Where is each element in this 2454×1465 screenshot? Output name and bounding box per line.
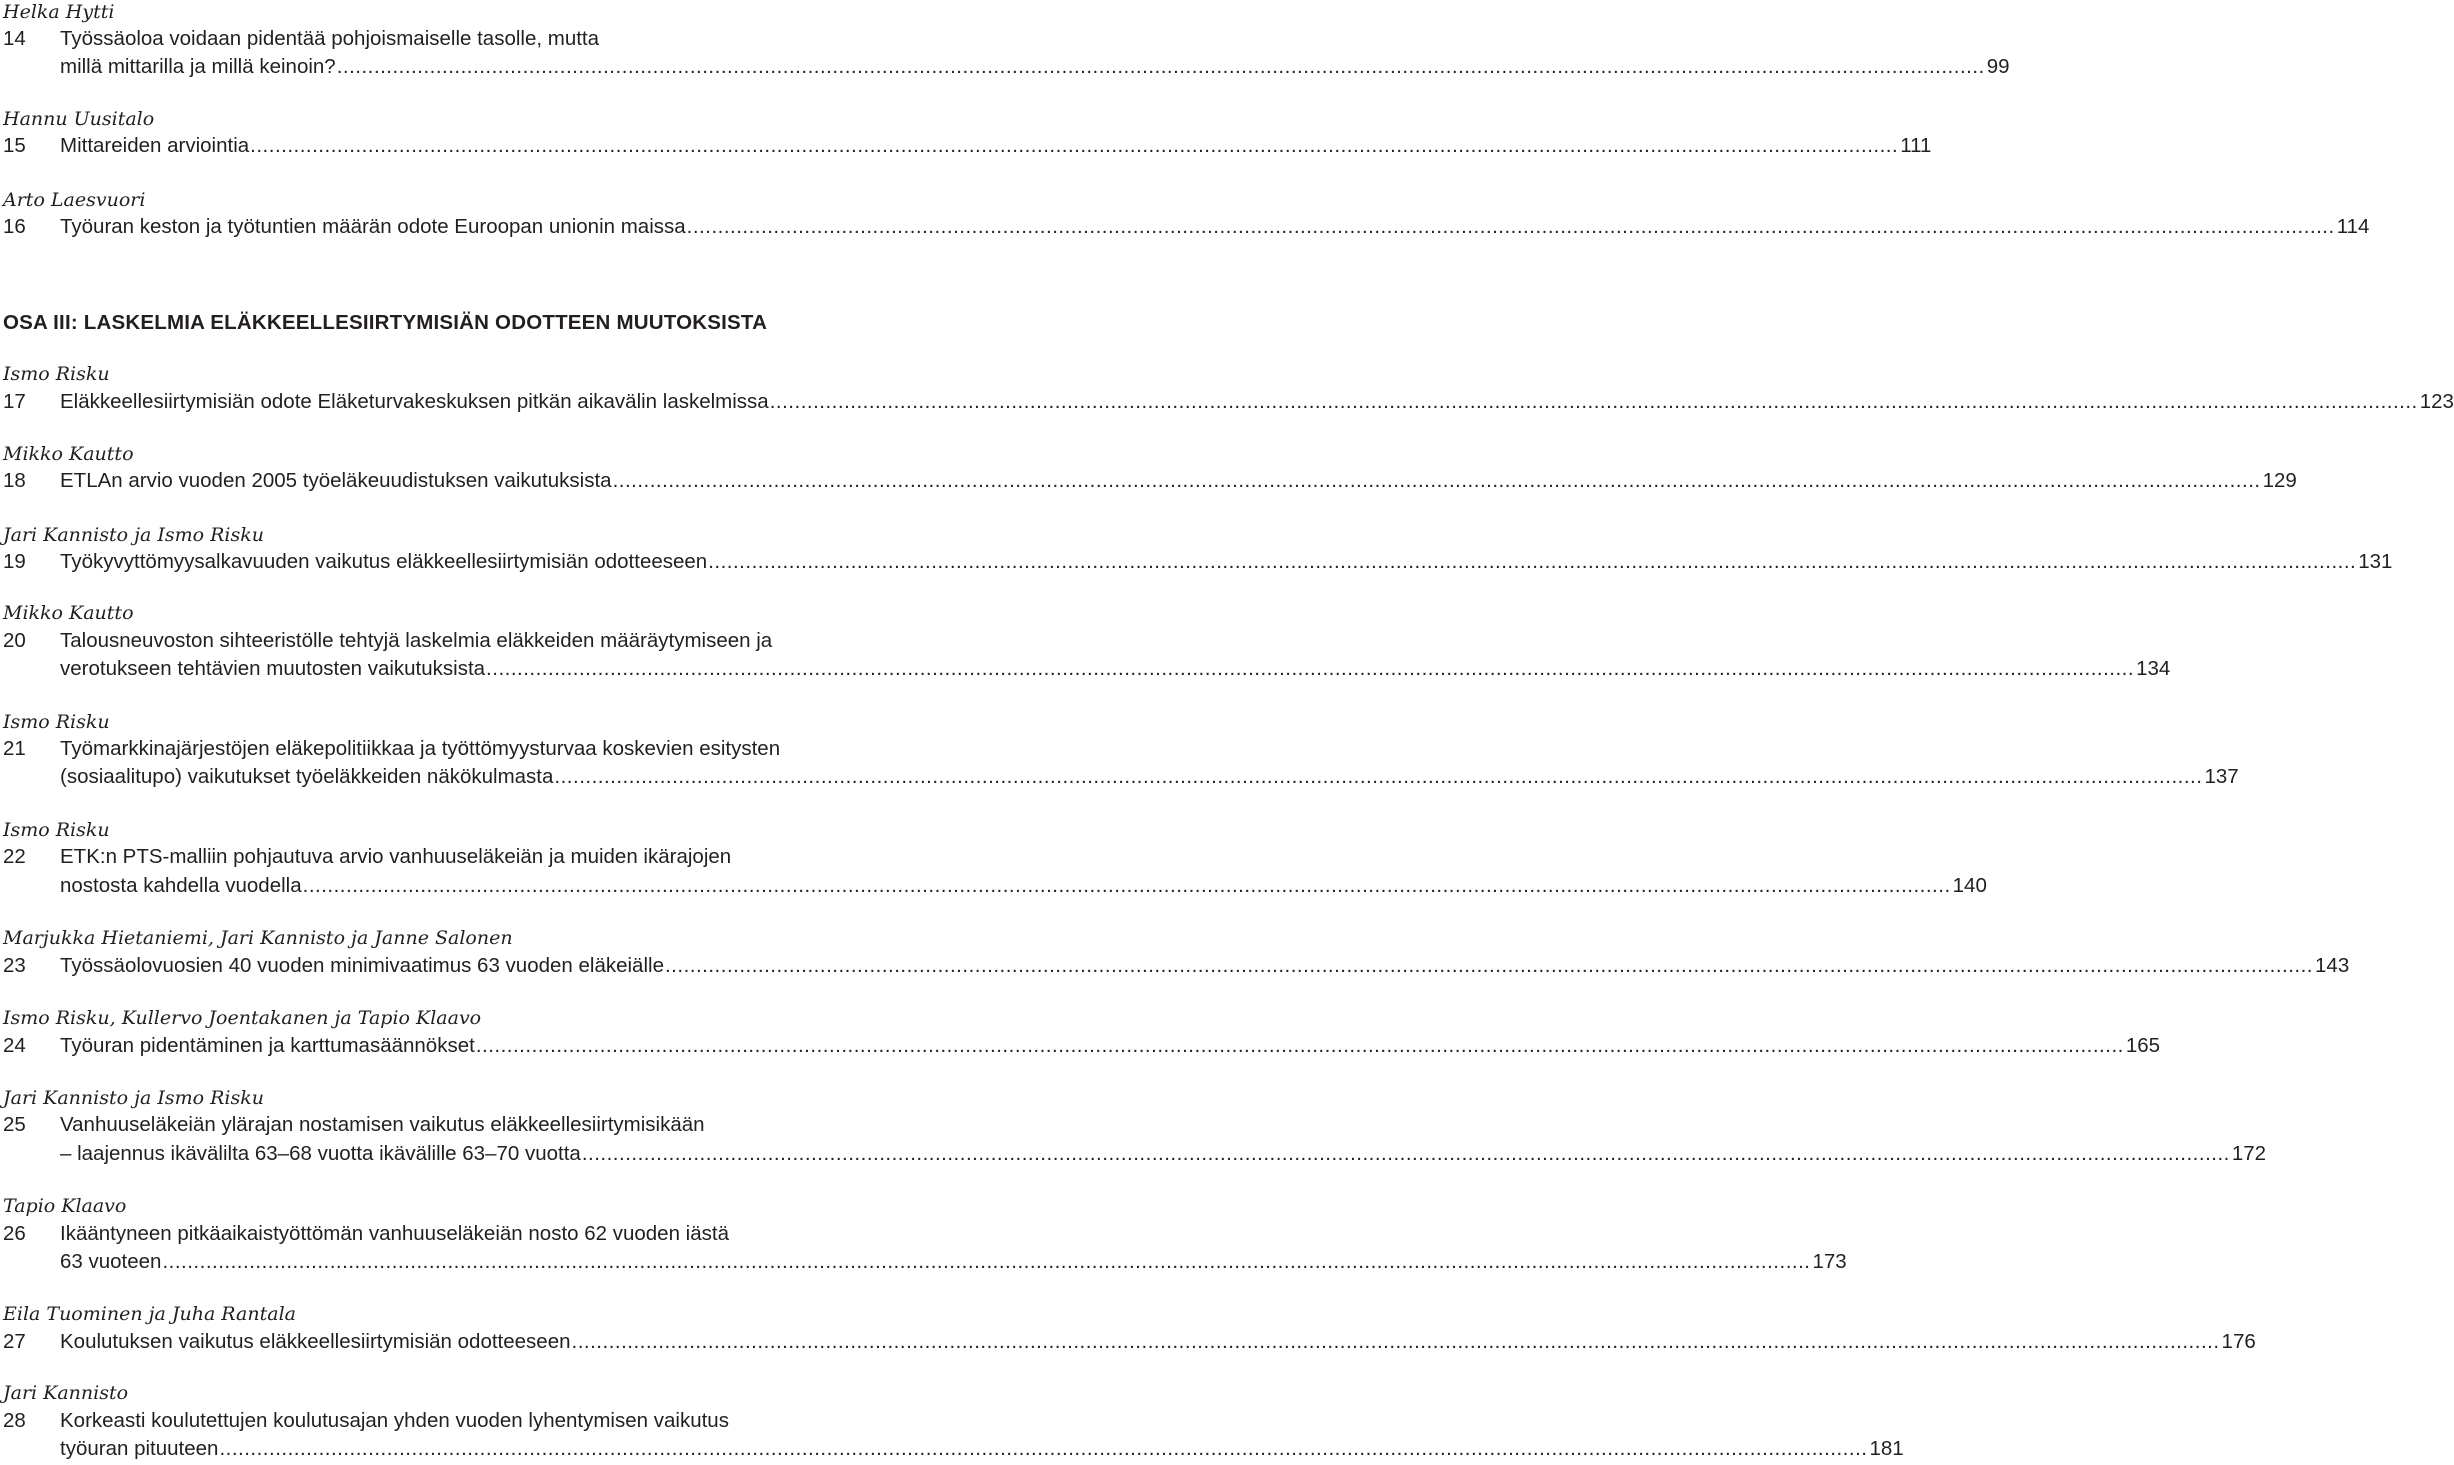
toc-entry-16[interactable]: [3, 213, 2370, 241]
entry-title-continued: millä mittarilla ja millä keinoin?: [60, 55, 336, 78]
dot-leader: ..........................................................................................................................................................................................................................................................................: [708, 550, 2357, 573]
toc-entry-14-line-2[interactable]: [3, 53, 2010, 81]
entry-number: 16: [3, 215, 26, 238]
entry-title: Työssäoloa voidaan pidentää pohjoismaiselle tasolle, mutta: [60, 27, 600, 50]
author-line: Jari Kannisto ja Ismo Risku: [3, 524, 264, 546]
entry-number: 15: [3, 134, 26, 157]
entry-title-continued: työuran pituuteen: [60, 1437, 219, 1460]
dot-leader: ..........................................................................................................................................................................................................................................................................: [162, 1250, 1811, 1273]
entry-title: Korkeasti koulutettujen koulutusajan yhden vuoden lyhentymisen vaikutus: [60, 1409, 729, 1432]
entry-title-continued: (sosiaalitupo) vaikutukset työeläkkeiden näkökulmasta: [60, 765, 554, 788]
section-heading: OSA III: LASKELMIA ELÄKKEELLESIIRTYMISIÄN ODOTTEEN MUUTOKSISTA: [3, 311, 768, 334]
page-number: 99: [1986, 55, 2010, 78]
entry-title: Vanhuuseläkeiän ylärajan nostamisen vaikutus eläkkeellesiirtymisikään: [60, 1113, 705, 1136]
page-number: 165: [2125, 1034, 2161, 1057]
toc-entry-14-line-1[interactable]: [3, 25, 960, 53]
page-number: 176: [2221, 1330, 2256, 1353]
entry-number: 19: [3, 550, 26, 573]
entry-title-continued: – laajennus ikävälilta 63–68 vuotta ikävälille 63–70 vuotta: [60, 1142, 581, 1165]
toc-entry-19[interactable]: [3, 548, 2393, 576]
entry-number: 22: [3, 845, 26, 868]
entry-number: 24: [3, 1034, 26, 1057]
page-number: 140: [1952, 874, 1987, 897]
dot-leader: ..........................................................................................................................................................................................................................................................................: [769, 390, 2418, 413]
entry-number: 23: [3, 954, 26, 977]
toc-entry-25-line-1[interactable]: [3, 1111, 960, 1139]
toc-entry-21-line-1[interactable]: [3, 735, 960, 763]
author-line: Eila Tuominen ja Juha Rantala: [3, 1303, 296, 1325]
page-number: 123: [2419, 390, 2454, 413]
page-number: 129: [2262, 469, 2297, 492]
entry-title: Mittareiden arviointia: [60, 134, 250, 157]
toc-entry-18[interactable]: [3, 467, 2297, 495]
entry-number: 26: [3, 1222, 26, 1245]
author-line: Hannu Uusitalo: [3, 108, 155, 130]
page-number: 137: [2204, 765, 2239, 788]
entry-number: 25: [3, 1113, 26, 1136]
toc-entry-22-line-2[interactable]: [3, 872, 1987, 900]
entry-number: 20: [3, 629, 26, 652]
toc-entry-15[interactable]: [3, 132, 1932, 160]
page-number: 143: [2315, 954, 2350, 977]
dot-leader: ..........................................................................................................................................................................................................................................................................: [250, 134, 1899, 157]
entry-number: 14: [3, 27, 26, 50]
entry-title-continued: nostosta kahdella vuodella: [60, 874, 302, 897]
author-line: Arto Laesvuori: [3, 189, 146, 211]
toc-entry-27[interactable]: [3, 1328, 2256, 1356]
page-number: 114: [2336, 215, 2370, 238]
dot-leader: ..........................................................................................................................................................................................................................................................................: [554, 765, 2203, 788]
dot-leader: ..........................................................................................................................................................................................................................................................................: [475, 1034, 2124, 1057]
entry-number: 28: [3, 1409, 26, 1432]
dot-leader: ..........................................................................................................................................................................................................................................................................: [612, 469, 2261, 492]
dot-leader: ..........................................................................................................................................................................................................................................................................: [581, 1142, 2230, 1165]
entry-title: Työmarkkinajärjestöjen eläkepolitiikkaa ja työttömyysturvaa koskevien esitysten: [60, 737, 781, 760]
entry-title: Työkyvyttömyysalkavuuden vaikutus eläkkeellesiirtymisiän odotteeseen: [60, 550, 708, 573]
entry-title: Työssäolovuosien 40 vuoden minimivaatimus 63 vuoden eläkeiälle: [60, 954, 664, 977]
toc-entry-25-line-2[interactable]: [3, 1140, 2267, 1168]
dot-leader: ..........................................................................................................................................................................................................................................................................: [336, 55, 1985, 78]
author-line: Ismo Risku: [3, 819, 110, 841]
page-number: 134: [2136, 657, 2171, 680]
author-line: Ismo Risku, Kullervo Joentakanen ja Tapio Klaavo: [3, 1007, 482, 1029]
entry-title: Koulutuksen vaikutus eläkkeellesiirtymisiän odotteeseen: [60, 1330, 571, 1353]
page-number: 173: [1812, 1250, 1847, 1273]
dot-leader: ..........................................................................................................................................................................................................................................................................: [571, 1330, 2220, 1353]
entry-title: ETK:n PTS-malliin pohjautuva arvio vanhuuseläkeiän ja muiden ikärajojen: [60, 845, 732, 868]
toc-entry-20-line-1[interactable]: [3, 627, 960, 655]
dot-leader: ..........................................................................................................................................................................................................................................................................: [302, 874, 1951, 897]
dot-leader: ..........................................................................................................................................................................................................................................................................: [219, 1437, 1868, 1460]
toc-entry-26-line-1[interactable]: [3, 1220, 960, 1248]
author-line: Mikko Kautto: [3, 602, 134, 624]
author-line: Ismo Risku: [3, 363, 110, 385]
entry-number: 27: [3, 1330, 26, 1353]
page-number: 181: [1869, 1437, 1904, 1460]
entry-title: Eläkkeellesiirtymisiän odote Eläketurvakeskuksen pitkän aikavälin laskelmissa: [60, 390, 769, 413]
dot-leader: ..........................................................................................................................................................................................................................................................................: [486, 657, 2135, 680]
author-line: Jari Kannisto: [3, 1382, 129, 1404]
entry-title: Talousneuvoston sihteeristölle tehtyjä laskelmia eläkkeiden määräytymiseen ja: [60, 629, 773, 652]
author-line: Tapio Klaavo: [3, 1195, 127, 1217]
dot-leader: ..........................................................................................................................................................................................................................................................................: [664, 954, 2314, 977]
entry-number: 17: [3, 390, 26, 413]
toc-entry-20-line-2[interactable]: [3, 655, 2171, 683]
entry-title: Ikääntyneen pitkäaikaistyöttömän vanhuuseläkeiän nosto 62 vuoden iästä: [60, 1222, 729, 1245]
entry-title-continued: verotukseen tehtävien muutosten vaikutuksista: [60, 657, 486, 680]
toc-entry-22-line-1[interactable]: [3, 843, 960, 871]
entry-title: Työuran keston ja työtuntien määrän odote Euroopan unionin maissa: [60, 215, 686, 238]
toc-entry-23[interactable]: [3, 952, 2350, 980]
toc-entry-26-line-2[interactable]: [3, 1248, 1847, 1276]
entry-number: 18: [3, 469, 26, 492]
entry-number: 21: [3, 737, 26, 760]
toc-entry-21-line-2[interactable]: [3, 763, 2239, 791]
dot-leader: ..........................................................................................................................................................................................................................................................................: [686, 215, 2335, 238]
toc-entry-24[interactable]: [3, 1032, 2161, 1060]
page-number: 131: [2358, 550, 2393, 573]
entry-title: ETLAn arvio vuoden 2005 työeläkeuudistuksen vaikutuksista: [60, 469, 612, 492]
author-line: Mikko Kautto: [3, 443, 134, 465]
entry-title-continued: 63 vuoteen: [60, 1250, 162, 1273]
page-number: 172: [2231, 1142, 2267, 1165]
author-line: Marjukka Hietaniemi, Jari Kannisto ja Janne Salonen: [3, 927, 513, 949]
toc-entry-28-line-1[interactable]: [3, 1407, 960, 1435]
toc-entry-17[interactable]: [3, 388, 2454, 416]
author-line: Ismo Risku: [3, 711, 110, 733]
toc-entry-28-line-2[interactable]: [3, 1435, 1904, 1463]
page-number: 111: [1900, 134, 1932, 157]
entry-title: Työuran pidentäminen ja karttumasäännökset: [60, 1034, 475, 1057]
author-line: Jari Kannisto ja Ismo Risku: [3, 1087, 264, 1109]
author-line: Helka Hytti: [3, 1, 115, 23]
